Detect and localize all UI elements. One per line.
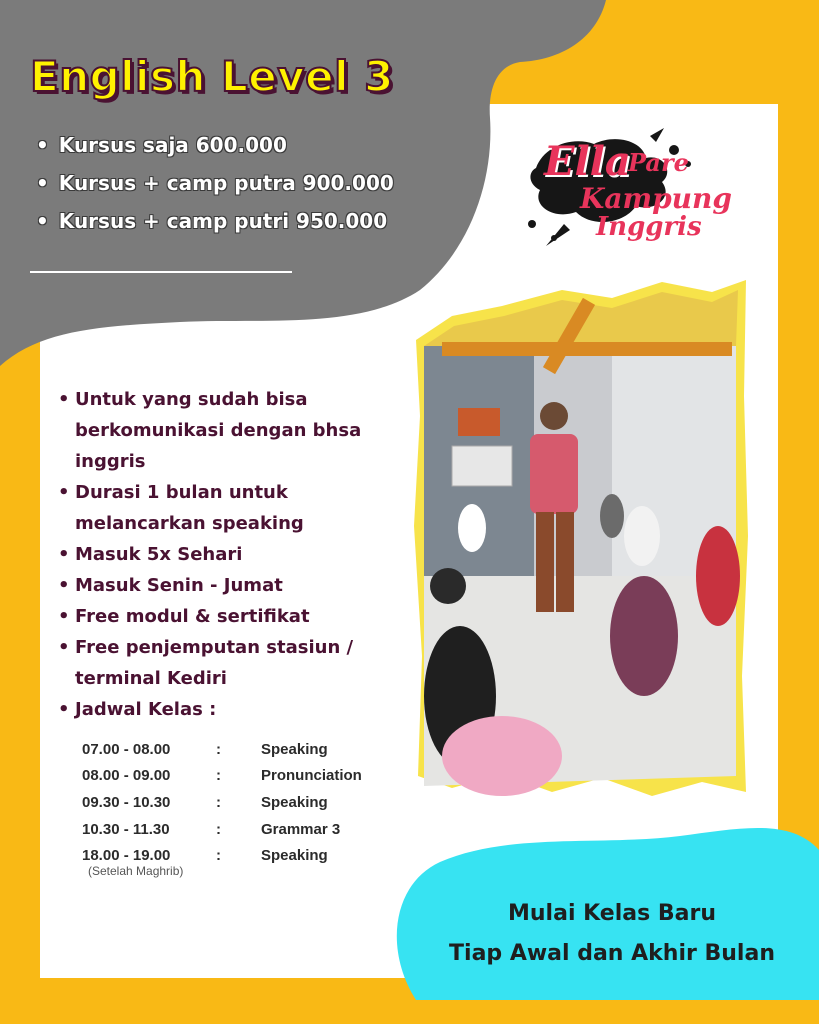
schedule-time: 18.00 - 19.00	[82, 847, 171, 865]
cta-line-2: Tiap Awal dan Akhir Bulan	[449, 941, 775, 966]
schedule-time: 07.00 - 08.00	[82, 740, 171, 758]
schedule-time: 08.00 - 09.00	[82, 767, 171, 785]
cta-banner	[418, 894, 806, 974]
schedule-subject: Grammar 3	[261, 820, 341, 838]
schedule-colon: :	[216, 740, 221, 758]
schedule-row	[82, 736, 401, 763]
cta-line-1: Mulai Kelas Baru	[508, 901, 716, 926]
schedule-subject: Pronunciation	[261, 767, 362, 785]
logo-inggris-text: Inggris	[596, 212, 702, 242]
feature-item: • Masuk Senin - Jumat	[58, 570, 398, 601]
schedule-subject: Speaking	[261, 793, 328, 811]
price-item: • Kursus saja 600.000	[36, 126, 394, 164]
schedule-note: (Setelah Maghrib)	[88, 864, 184, 878]
feature-item: • Jadwal Kelas :	[58, 694, 398, 725]
logo-pare-text: Pare	[628, 148, 689, 177]
schedule-colon: :	[216, 820, 221, 838]
schedule-time: 10.30 - 11.30	[82, 820, 170, 838]
feature-item: • Free penjemputan stasiun / terminal Kediri	[58, 632, 398, 694]
feature-item: • Masuk 5x Sehari	[58, 539, 398, 570]
schedule-subject: Speaking	[261, 847, 328, 865]
schedule-colon: :	[216, 847, 221, 865]
schedule-row	[82, 816, 401, 843]
schedule-colon: :	[216, 767, 221, 785]
feature-item: • Durasi 1 bulan untuk melancarkan speaking	[58, 477, 398, 539]
classroom-photo-icon	[412, 276, 748, 798]
schedule-row	[82, 789, 401, 816]
logo-ella-text: Ella	[544, 138, 631, 185]
schedule-time: 09.30 - 10.30	[82, 793, 171, 811]
schedule-row	[82, 763, 401, 790]
feature-item: • Free modul & sertifikat	[58, 601, 398, 632]
schedule-subject: Speaking	[261, 740, 328, 758]
logo-kampung-text: Kampung	[580, 182, 732, 215]
schedule-colon: :	[216, 793, 221, 811]
page-title: English Level 3	[30, 52, 394, 101]
classroom-photo	[412, 276, 748, 798]
feature-item: • Untuk yang sudah bisa berkomunikasi dengan bhsa inggris	[58, 384, 398, 477]
price-item: • Kursus + camp putra 900.000	[36, 164, 394, 202]
feature-list	[58, 384, 398, 725]
price-list	[36, 126, 394, 240]
class-schedule	[82, 736, 401, 869]
header-divider	[30, 271, 292, 273]
price-item: • Kursus + camp putri 950.000	[36, 202, 394, 240]
brand-logo	[524, 128, 732, 256]
